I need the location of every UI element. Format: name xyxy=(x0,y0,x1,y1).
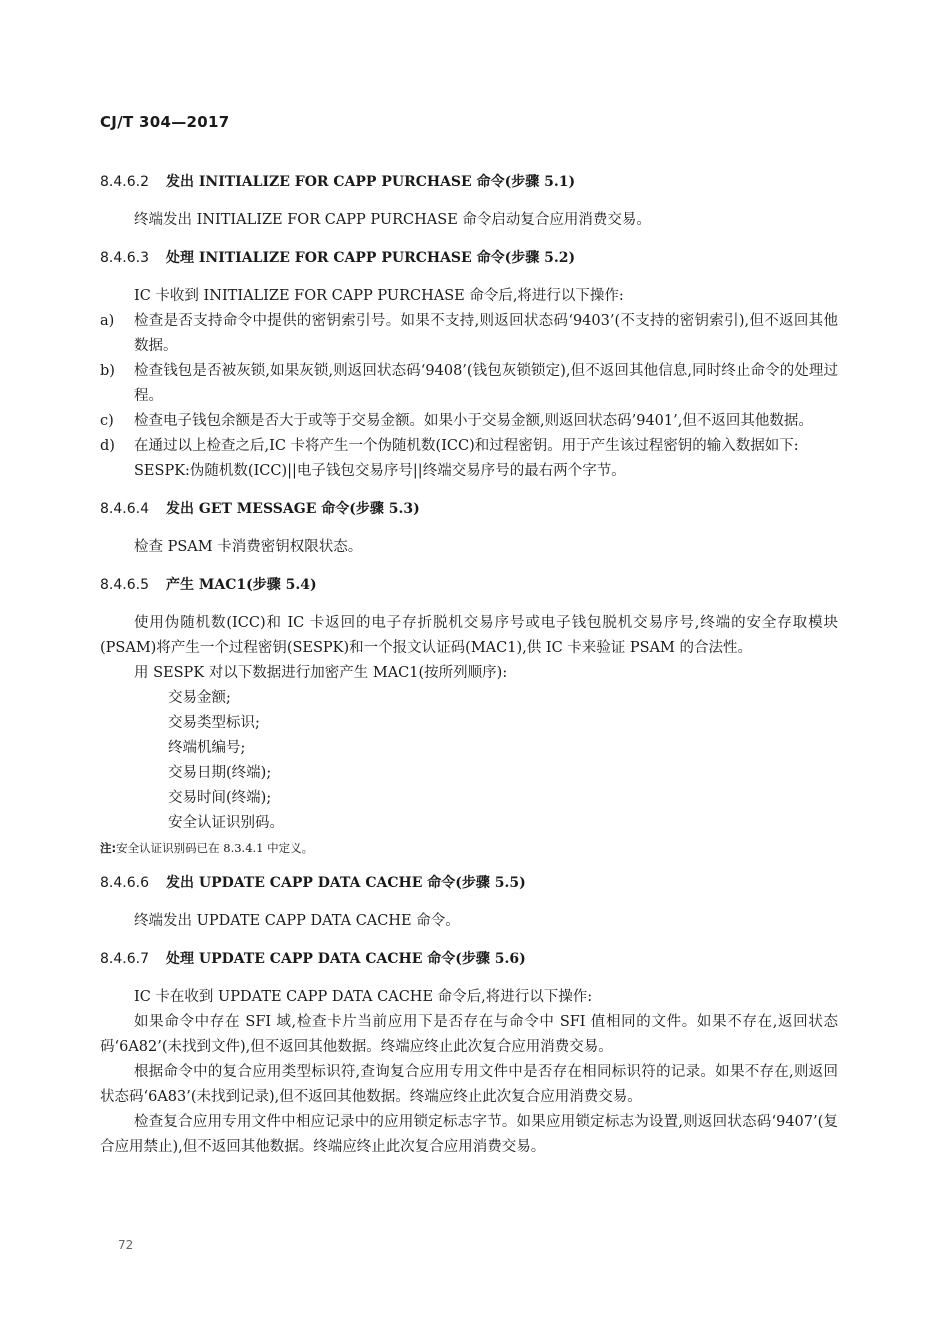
document-content xyxy=(100,170,838,1160)
sublist-item: 交易金额; xyxy=(168,690,231,706)
section-title: 产生 MAC1(步骤 5.4) xyxy=(166,577,317,593)
section-number: 8.4.6.6 xyxy=(100,875,149,891)
note-text: 安全认证识别码已在 8.3.4.1 中定义。 xyxy=(116,841,314,855)
section-number: 8.4.6.5 xyxy=(100,577,149,593)
paragraph: 使用伪随机数(ICC)和 IC 卡返回的电子存折脱机交易序号或电子钱包脱机交易序号,终端的安全存取模块(PSAM)将产生一个过程密钥(SESPK)和一个报文认证码(MAC1),供 IC 卡来验证 PSAM 的合法性。 xyxy=(100,615,838,656)
paragraph: 终端发出 INITIALIZE FOR CAPP PURCHASE 命令启动复合应用消费交易。 xyxy=(134,212,651,228)
paragraph: 终端发出 UPDATE CAPP DATA CACHE 命令。 xyxy=(134,913,460,929)
sublist-item: 交易时间(终端); xyxy=(168,790,272,806)
section-title: 处理 UPDATE CAPP DATA CACHE 命令(步骤 5.6) xyxy=(166,951,526,967)
section-title: 发出 INITIALIZE FOR CAPP PURCHASE 命令(步骤 5.1) xyxy=(166,174,576,190)
section-heading-8-4-6-5 xyxy=(100,573,838,598)
list-label: c) xyxy=(100,413,114,429)
list-text: 检查钱包是否被灰锁,如果灰锁,则返回状态码‘9408’(钱包灰锁锁定),但不返回其他信息,同时终止命令的处理过程。 xyxy=(134,363,838,404)
list-label: d) xyxy=(100,438,115,454)
standard-code-header: CJ/T 304—2017 xyxy=(100,113,230,131)
paragraph: 检查复合应用专用文件中相应记录中的应用锁定标志字节。如果应用锁定标志为设置,则返回状态码‘9407’(复合应用禁止),但不返回其他数据。终端应终止此次复合应用消费交易。 xyxy=(100,1114,838,1155)
sublist-item: 交易类型标识; xyxy=(168,715,260,731)
section-title: 处理 INITIALIZE FOR CAPP PURCHASE 命令(步骤 5.2) xyxy=(166,250,576,266)
list-label: b) xyxy=(100,363,115,379)
list-text: 在通过以上检查之后,IC 卡将产生一个伪随机数(ICC)和过程密钥。用于产生该过程密钥的输入数据如下: xyxy=(134,438,799,454)
section-number: 8.4.6.2 xyxy=(100,174,149,190)
list-item xyxy=(100,434,838,459)
formula-line: SESPK:伪随机数(ICC)||电子钱包交易序号||终端交易序号的最右两个字节。 xyxy=(134,463,626,479)
page-number: 72 xyxy=(118,1238,134,1252)
list-item xyxy=(100,409,838,434)
section-heading-8-4-6-3 xyxy=(100,246,838,271)
section-heading-8-4-6-6 xyxy=(100,871,838,896)
list-text: 检查是否支持命令中提供的密钥索引号。如果不支持,则返回状态码‘9403’(不支持的密钥索引),但不返回其他数据。 xyxy=(134,313,838,354)
sublist-item: 终端机编号; xyxy=(168,740,246,756)
mac1-input-list xyxy=(100,686,838,836)
paragraph: 用 SESPK 对以下数据进行加密产生 MAC1(按所列顺序): xyxy=(134,665,508,681)
list-item xyxy=(100,359,838,409)
section-number: 8.4.6.4 xyxy=(100,501,149,517)
note-label: 注: xyxy=(100,841,117,855)
list-label: a) xyxy=(100,313,115,329)
section-heading-8-4-6-2 xyxy=(100,170,838,195)
section-heading-8-4-6-7 xyxy=(100,947,838,972)
section-heading-8-4-6-4 xyxy=(100,497,838,522)
paragraph: 如果命令中存在 SFI 域,检查卡片当前应用下是否存在与命令中 SFI 值相同的文件。如果不存在,返回状态码‘6A82’(未找到文件),但不返回其他数据。终端应终止此次复合应用消费交易。 xyxy=(100,1014,838,1055)
paragraph: IC 卡收到 INITIALIZE FOR CAPP PURCHASE 命令后,将进行以下操作: xyxy=(134,288,624,304)
paragraph: 根据命令中的复合应用类型标识符,查询复合应用专用文件中是否存在相同标识符的记录。如果不存在,则返回状态码‘6A83’(未找到记录),但不返回其他数据。终端应终止此次复合应用消费交易。 xyxy=(100,1064,838,1105)
section-number: 8.4.6.7 xyxy=(100,951,149,967)
sublist-item: 安全认证识别码。 xyxy=(168,815,284,831)
note xyxy=(100,837,838,859)
list-text: 检查电子钱包余额是否大于或等于交易金额。如果小于交易金额,则返回状态码’9401’,但不返回其他数据。 xyxy=(134,413,813,429)
list-item xyxy=(100,309,838,359)
section-title: 发出 UPDATE CAPP DATA CACHE 命令(步骤 5.5) xyxy=(166,875,526,891)
paragraph: IC 卡在收到 UPDATE CAPP DATA CACHE 命令后,将进行以下操作: xyxy=(134,989,593,1005)
sublist-item: 交易日期(终端); xyxy=(168,765,272,781)
section-title: 发出 GET MESSAGE 命令(步骤 5.3) xyxy=(166,501,420,517)
paragraph: 检查 PSAM 卡消费密钥权限状态。 xyxy=(134,539,363,555)
section-number: 8.4.6.3 xyxy=(100,250,149,266)
